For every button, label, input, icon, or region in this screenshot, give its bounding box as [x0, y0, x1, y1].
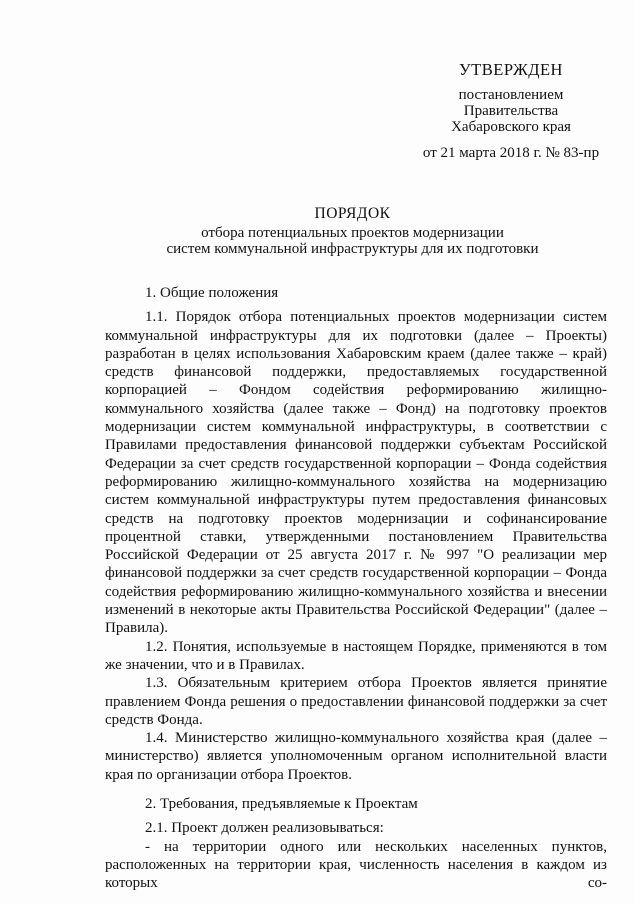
list-item: - на территории одного или нескольких населенных пунктов, расположенных на территории края, численность населения в каждом из которых со-: [105, 838, 607, 892]
approval-line: постановлением: [458, 87, 564, 103]
paragraph-1-2: 1.2. Понятия, используемые в настоящем Порядке, применяются в том же значении, что и в Правилах.: [105, 638, 607, 673]
document-subtitle: [0, 226, 635, 257]
paragraph-1-1: 1.1. Порядок отбора потенциальных проектов модернизации систем коммунальной инфраструктуры для их подготовки (далее – Проекты) разработан в целях использования Хабаровским краем (далее также – край) средств финансовой поддержки, предоставляемых государственной корпорацией – Фондом содействия реформированию жилищно-коммунального хозяйства (далее также – Фонд) на подготовку проектов модернизации систем коммунальной инфраструктуры, в соответствии с Правилами предоставления финансовой поддержки субъектам Российской Федерации за счет средств государственной корпорации – Фонда содействия реформированию жилищно-коммунального хозяйства на модернизацию систем коммунальной инфраструктуры путем предоставления финансовых средств на подготовку проектов модернизации и софинансирование процентной ставки, утвержденными постановлением Правительства Российской Федерации от 25 августа 2017 г. № 997 "О реализации мер финансовой поддержки за счет средств государственной корпорации – Фонда содействия реформированию жилищно-коммунального хозяйства и внесении изменений в некоторые акты Правительства Российской Федерации" (далее – Правила).: [105, 309, 607, 637]
paragraph-2-1: 2.1. Проект должен реализовываться:: [145, 820, 384, 837]
section-heading: 2. Требования, предъявляемые к Проектам: [145, 796, 418, 813]
document-title: ПОРЯДОК: [314, 205, 391, 222]
approval-date: от 21 марта 2018 г. № 83-пр: [422, 145, 600, 161]
approval-heading: УТВЕРЖДЕН: [459, 60, 563, 79]
approval-line: Хабаровского края: [451, 119, 571, 135]
section-heading: 1. Общие положения: [145, 285, 279, 301]
paragraph-1-4: 1.4. Министерство жилищно-коммунального хозяйства края (далее – министерство) является уполномоченным органом исполнительной власти края по организации отбора Проектов.: [105, 730, 607, 783]
document-body: [105, 284, 607, 893]
paragraph-1-3: 1.3. Обязательным критерием отбора Проектов является принятие правлением Фонда решения о предоставлении финансовой поддержки за счет средств Фонда.: [105, 675, 607, 728]
subtitle-line: отбора потенциальных проектов модернизации: [201, 225, 504, 241]
subtitle-line: систем коммунальной инфраструктуры для их подготовки: [166, 240, 539, 257]
approval-line: Правительства: [463, 103, 559, 119]
approval-block: [411, 62, 611, 161]
